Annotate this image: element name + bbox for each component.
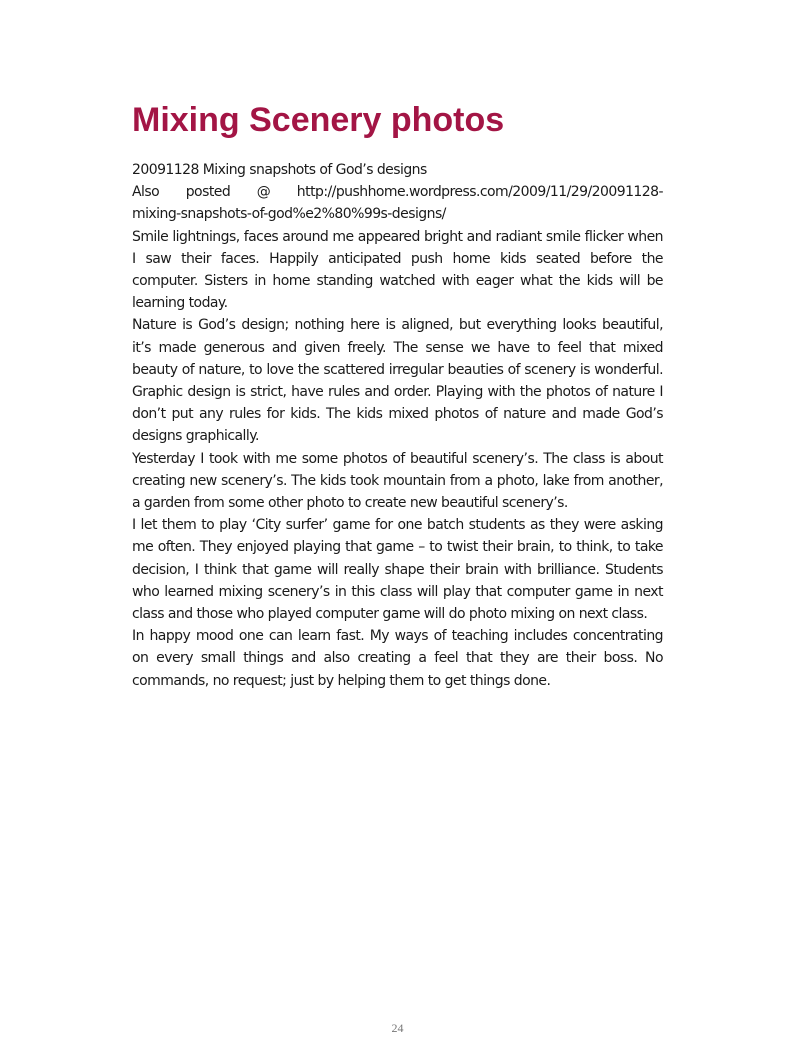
paragraph-nature-design: Nature is God’s design; nothing here is aligned, but everything looks beautiful, it’s made generous and given freely. The sense we have to feel that mixed beauty of nature, to love the scattered irregular beauties of scenery is wonderful. Graphic design is strict, have rules and order. Playing with the photos of nature I don’t put any rules for kids. The kids mixed photos of nature and made God’s designs graphically. — [132, 317, 663, 445]
paragraph-smile-lightnings: Smile lightnings, faces around me appeared bright and radiant smile flicker when I saw their faces. Happily anticipated push home kids seated before the computer. Sisters in home standing watched with eager what the kids will be learning today. — [132, 228, 663, 312]
also-posted-line: Also posted @ http://pushhome.wordpress.com/2009/11/29/20091128- — [132, 184, 663, 201]
page-title: Mixing Scenery photos — [132, 101, 505, 139]
paragraph-happy-mood: In happy mood one can learn fast. My ways of teaching includes concentrating on every small things and also creating a feel that they are their boss. No commands, no request; just by helping them to get things done. — [132, 628, 663, 689]
date-line: 20091128 Mixing snapshots of God’s designs — [132, 162, 427, 178]
page-number: 24 — [391, 1021, 404, 1035]
paragraph-yesterday-photos: Yesterday I took with me some photos of beautiful scenery’s. The class is about creating new scenery’s. The kids took mountain from a photo, lake from another, a garden from some other photo to create new beautiful scenery’s. — [132, 450, 663, 512]
article-body — [132, 159, 663, 692]
paragraph-city-surfer: I let them to play ‘City surfer’ game for one batch students as they were asking me often. They enjoyed playing that game – to twist their brain, to think, to take decision, I think that game will really shape their brain with brilliance. Students who learned mixing scenery’s in this class will play that computer game in next class and those who played computer game will do photo mixing on next class. — [132, 517, 663, 623]
also-posted-url-continuation: mixing-snapshots-of-god%e2%80%99s-designs/ — [132, 206, 446, 223]
